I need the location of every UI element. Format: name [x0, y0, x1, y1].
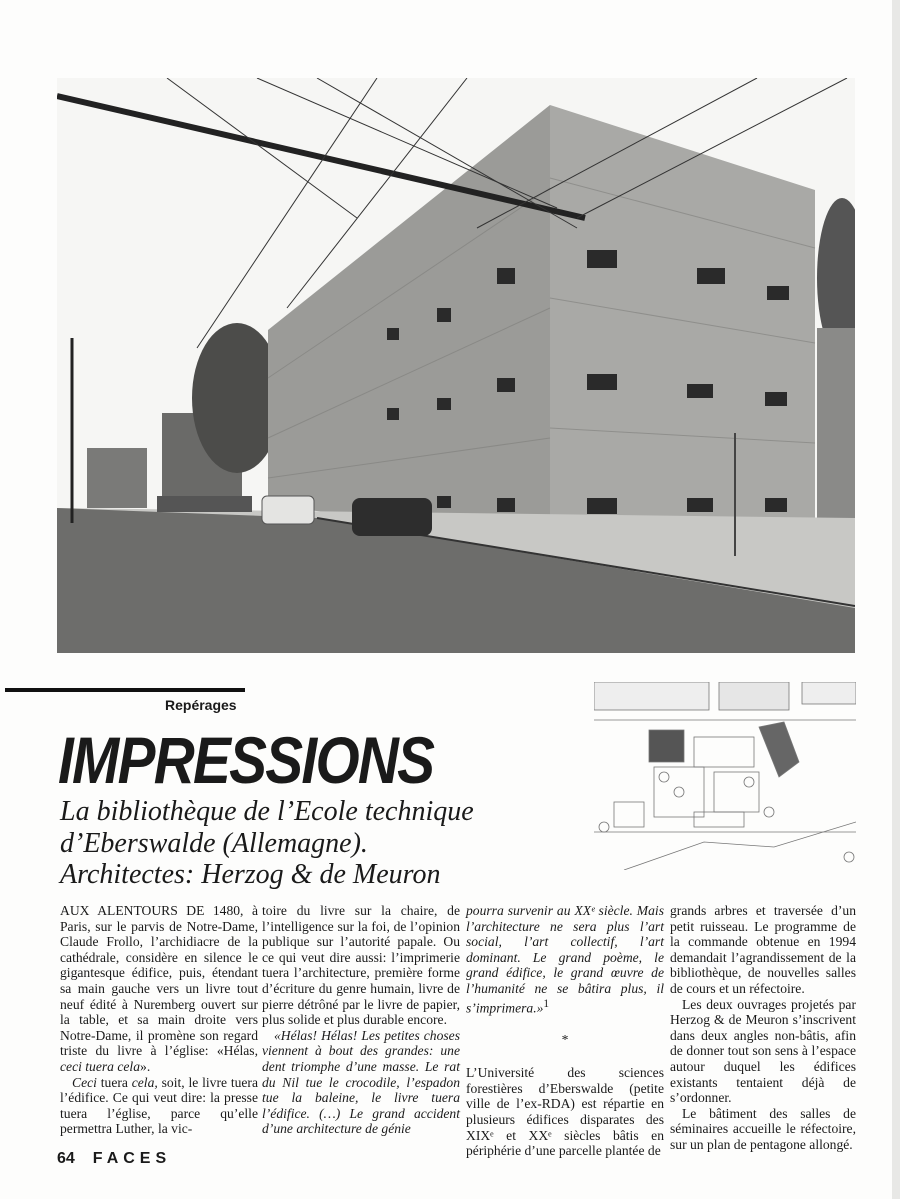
text-column-1 — [60, 903, 258, 1137]
building-photo — [57, 78, 855, 653]
paragraph — [670, 903, 856, 997]
text-column-4 — [670, 903, 856, 1153]
site-plan-drawing — [594, 682, 856, 870]
text-segment: soit, le livre tuera l’édifice. Ce qui veut dire: la presse tuera l’église, parce qu’elle permettra Luther, la vic- — [60, 1074, 258, 1137]
paragraph — [466, 903, 664, 1016]
article-title: IMPRESSIONS — [58, 723, 434, 797]
text-column-2 — [262, 903, 460, 1137]
subtitle-line: La bibliothèque de l’Ecole technique — [60, 796, 474, 827]
paragraph — [670, 1106, 856, 1153]
paragraph — [262, 903, 460, 1028]
section-rule — [5, 688, 245, 692]
paragraph — [466, 1065, 664, 1159]
text-segment: L’Université des sciences forestières d’Eberswalde (petite ville de l’ex-RDA) est répartie en plusieurs édifices disparates des XIXᵉ et XXᵉ siècles bâtis en périphérie d’une parcelle plantée de — [466, 1065, 664, 1159]
text-column-3 — [466, 903, 664, 1159]
paragraph — [670, 997, 856, 1106]
magazine-name: FACES — [92, 1150, 172, 1167]
page-footer — [57, 1150, 171, 1168]
text-segment: pourra survenir au XXᵉ siècle. Mais l’architecture ne sera plus l’art social, l’art collectif, l’art dominant. Le grand poème, le grand édifice, le grand œuvre de l’humanité ne se bâtira plus, il s’imprimera.» — [466, 903, 664, 1016]
text-segment: Les deux ouvrages projetés par Herzog & de Meuron s’inscrivent dans deux angles non-bâtis, afin de donner tout son sens à l’espace autour duquel les édifices existants tentaient déjà de s’ordonner. — [670, 996, 856, 1106]
paragraph — [60, 903, 258, 1075]
text-segment: cela, — [131, 1074, 158, 1090]
text-segment: ceci tuera cela — [60, 1058, 141, 1074]
text-segment: Ceci — [72, 1074, 97, 1090]
subtitle-line: d’Eberswalde (Allemagne). — [60, 827, 368, 859]
text-segment: toire du livre sur la chaire, de l’intelligence sur la foi, de l’opinion publique sur l’autorité papale. Ou ce qui veut dire aussi: l’imprimerie tuera l’architecture, première forme d’écriture du genre humain, livre de pierre détrôné par le livre de papier, plus solide et plus durable encore. — [262, 903, 460, 1028]
subtitle-line: Architectes: Herzog & de Meuron — [60, 859, 441, 890]
text-segment: tuera — [96, 1074, 132, 1090]
section-label: Repérages — [165, 697, 237, 713]
page-number: 64 — [57, 1150, 75, 1167]
paragraph — [262, 1028, 460, 1137]
section-separator: * — [561, 1031, 569, 1047]
text-segment: Le bâtiment des salles de séminaires accueille le réfectoire, sur un plan de pentagone allongé. — [670, 1105, 856, 1152]
page-edge — [892, 0, 900, 1199]
footnote-ref: 1 — [543, 997, 550, 1010]
text-segment: AUX ALENTOURS DE 1480, à Paris, sur le parvis de Notre-Dame, Claude Frollo, l’archidiacre de la cathédrale, considère en silence le gigantesque édifice, puis, étendant sa main gauche vers un livre tout neuf édité à Nuremberg ouvert sur la table, et sa main droite vers Notre-Dame, il promène son regard triste du livre à l’église: «Hélas, — [60, 903, 258, 1059]
article-subtitle — [60, 796, 474, 891]
text-segment: grands arbres et traversée d’un petit ruisseau. Le programme de la commande obtenue en 1994 demandait l’agrandissement de la bibliothèque, de nouvelles salles de cours et un réfectoire. — [670, 903, 856, 996]
text-segment: ». — [140, 1058, 151, 1074]
paragraph — [60, 1075, 258, 1137]
text-segment: «Hélas! Hélas! Les petites choses viennent à bout des grandes: une dent triomphe d’une masse. Le rat du Nil tue le crocodile, l’espadon tue la baleine, le livre tuera l’édifice. (…) Le grand accident d’une architecture de génie — [262, 1027, 460, 1137]
